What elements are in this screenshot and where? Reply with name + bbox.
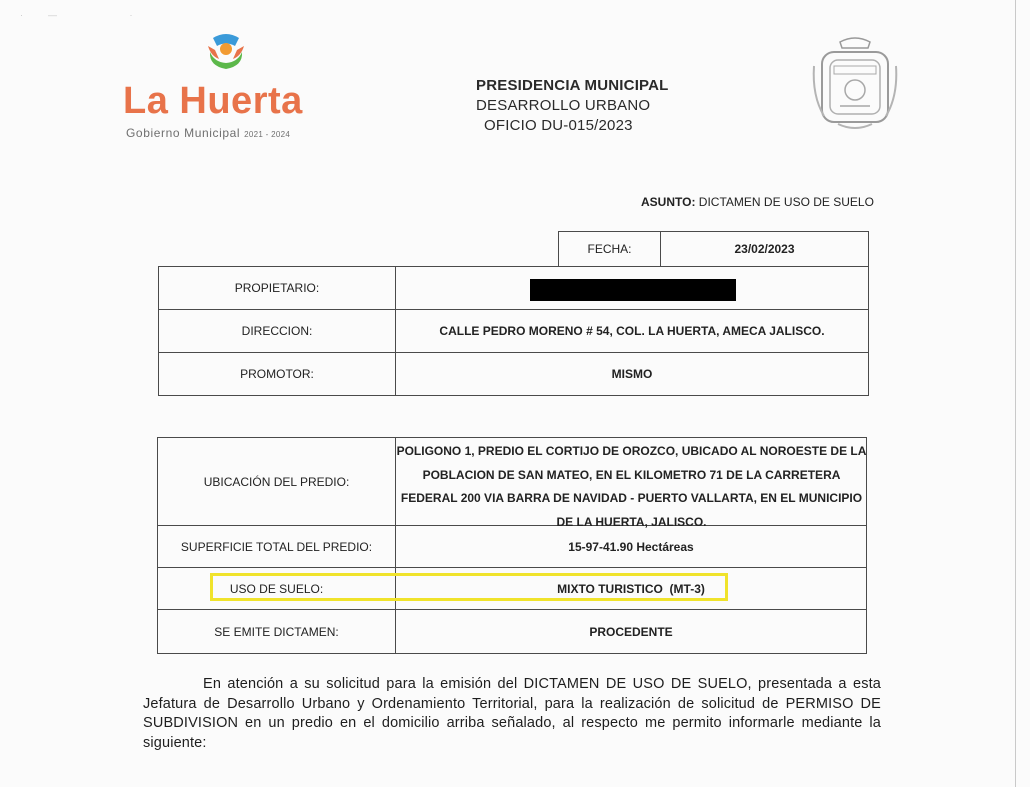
logo-wordmark: La Huerta xyxy=(123,80,303,122)
ubicacion-label: UBICACIÓN DEL PREDIO: xyxy=(203,474,350,489)
logo-subtitle-text: Gobierno Municipal xyxy=(126,126,241,140)
scan-marks: · — · xyxy=(20,10,133,20)
la-huerta-logo-icon xyxy=(205,32,247,72)
coat-of-arms-seal xyxy=(810,36,900,132)
direccion-value: CALLE PEDRO MORENO # 54, COL. LA HUERTA, AMECA JALISCO. xyxy=(439,324,825,338)
asunto-line xyxy=(641,195,874,209)
superficie-label: SUPERFICIE TOTAL DEL PREDIO: xyxy=(180,539,373,554)
redacted-owner-name xyxy=(530,279,736,301)
uso-suelo-value: MIXTO TURISTICO (MT-3) xyxy=(557,581,705,596)
page-edge xyxy=(1015,0,1016,787)
dictamen-value: PROCEDENTE xyxy=(589,624,673,639)
header-oficio: OFICIO DU-015/2023 xyxy=(484,117,633,134)
fecha-table xyxy=(558,231,869,267)
asunto-label: ASUNTO: xyxy=(641,195,696,209)
superficie-value: 15-97-41.90 Hectáreas xyxy=(568,539,694,554)
promotor-label: PROMOTOR: xyxy=(240,367,314,381)
direccion-label: DIRECCION: xyxy=(241,324,313,338)
logo-years: 2021 - 2024 xyxy=(244,130,291,139)
fecha-value: 23/02/2023 xyxy=(734,242,795,256)
header-presidencia: PRESIDENCIA MUNICIPAL xyxy=(476,77,669,94)
promotor-value: MISMO xyxy=(611,367,653,381)
fecha-label: FECHA: xyxy=(587,242,632,256)
owner-table xyxy=(158,266,869,396)
asunto-value: DICTAMEN DE USO DE SUELO xyxy=(698,195,874,209)
ubicacion-value: POLIGONO 1, PREDIO EL CORTIJO DE OROZCO, UBICADO AL NOROESTE DE LA POBLACION DE SAN MATEO, EN EL KILOMETRO 71 DE LA CARRETERA FEDERAL 200 VIA BARRA DE NAVIDAD - PUERTO VALLARTA, EN EL MUNICIPIO DE LA HUERTA, JALISCO. xyxy=(396,444,867,529)
dictamen-label: SE EMITE DICTAMEN: xyxy=(214,624,339,639)
logo-subtitle xyxy=(126,126,290,140)
uso-suelo-label: USO DE SUELO: xyxy=(229,581,324,596)
uso-suelo-highlight xyxy=(210,573,728,601)
header-department: DESARROLLO URBANO xyxy=(476,97,651,114)
body-paragraph: En atención a su solicitud para la emisión del DICTAMEN DE USO DE SUELO, presentada a esta Jefatura de Desarrollo Urbano y Ordenamiento Territorial, para la realización de solicitud de PERMISO DE SUBDIVISION en un predio en el domicilio arriba señalado, al respecto me permito informarle mediante la siguiente: xyxy=(143,676,881,751)
propietario-label: PROPIETARIO: xyxy=(234,281,320,295)
